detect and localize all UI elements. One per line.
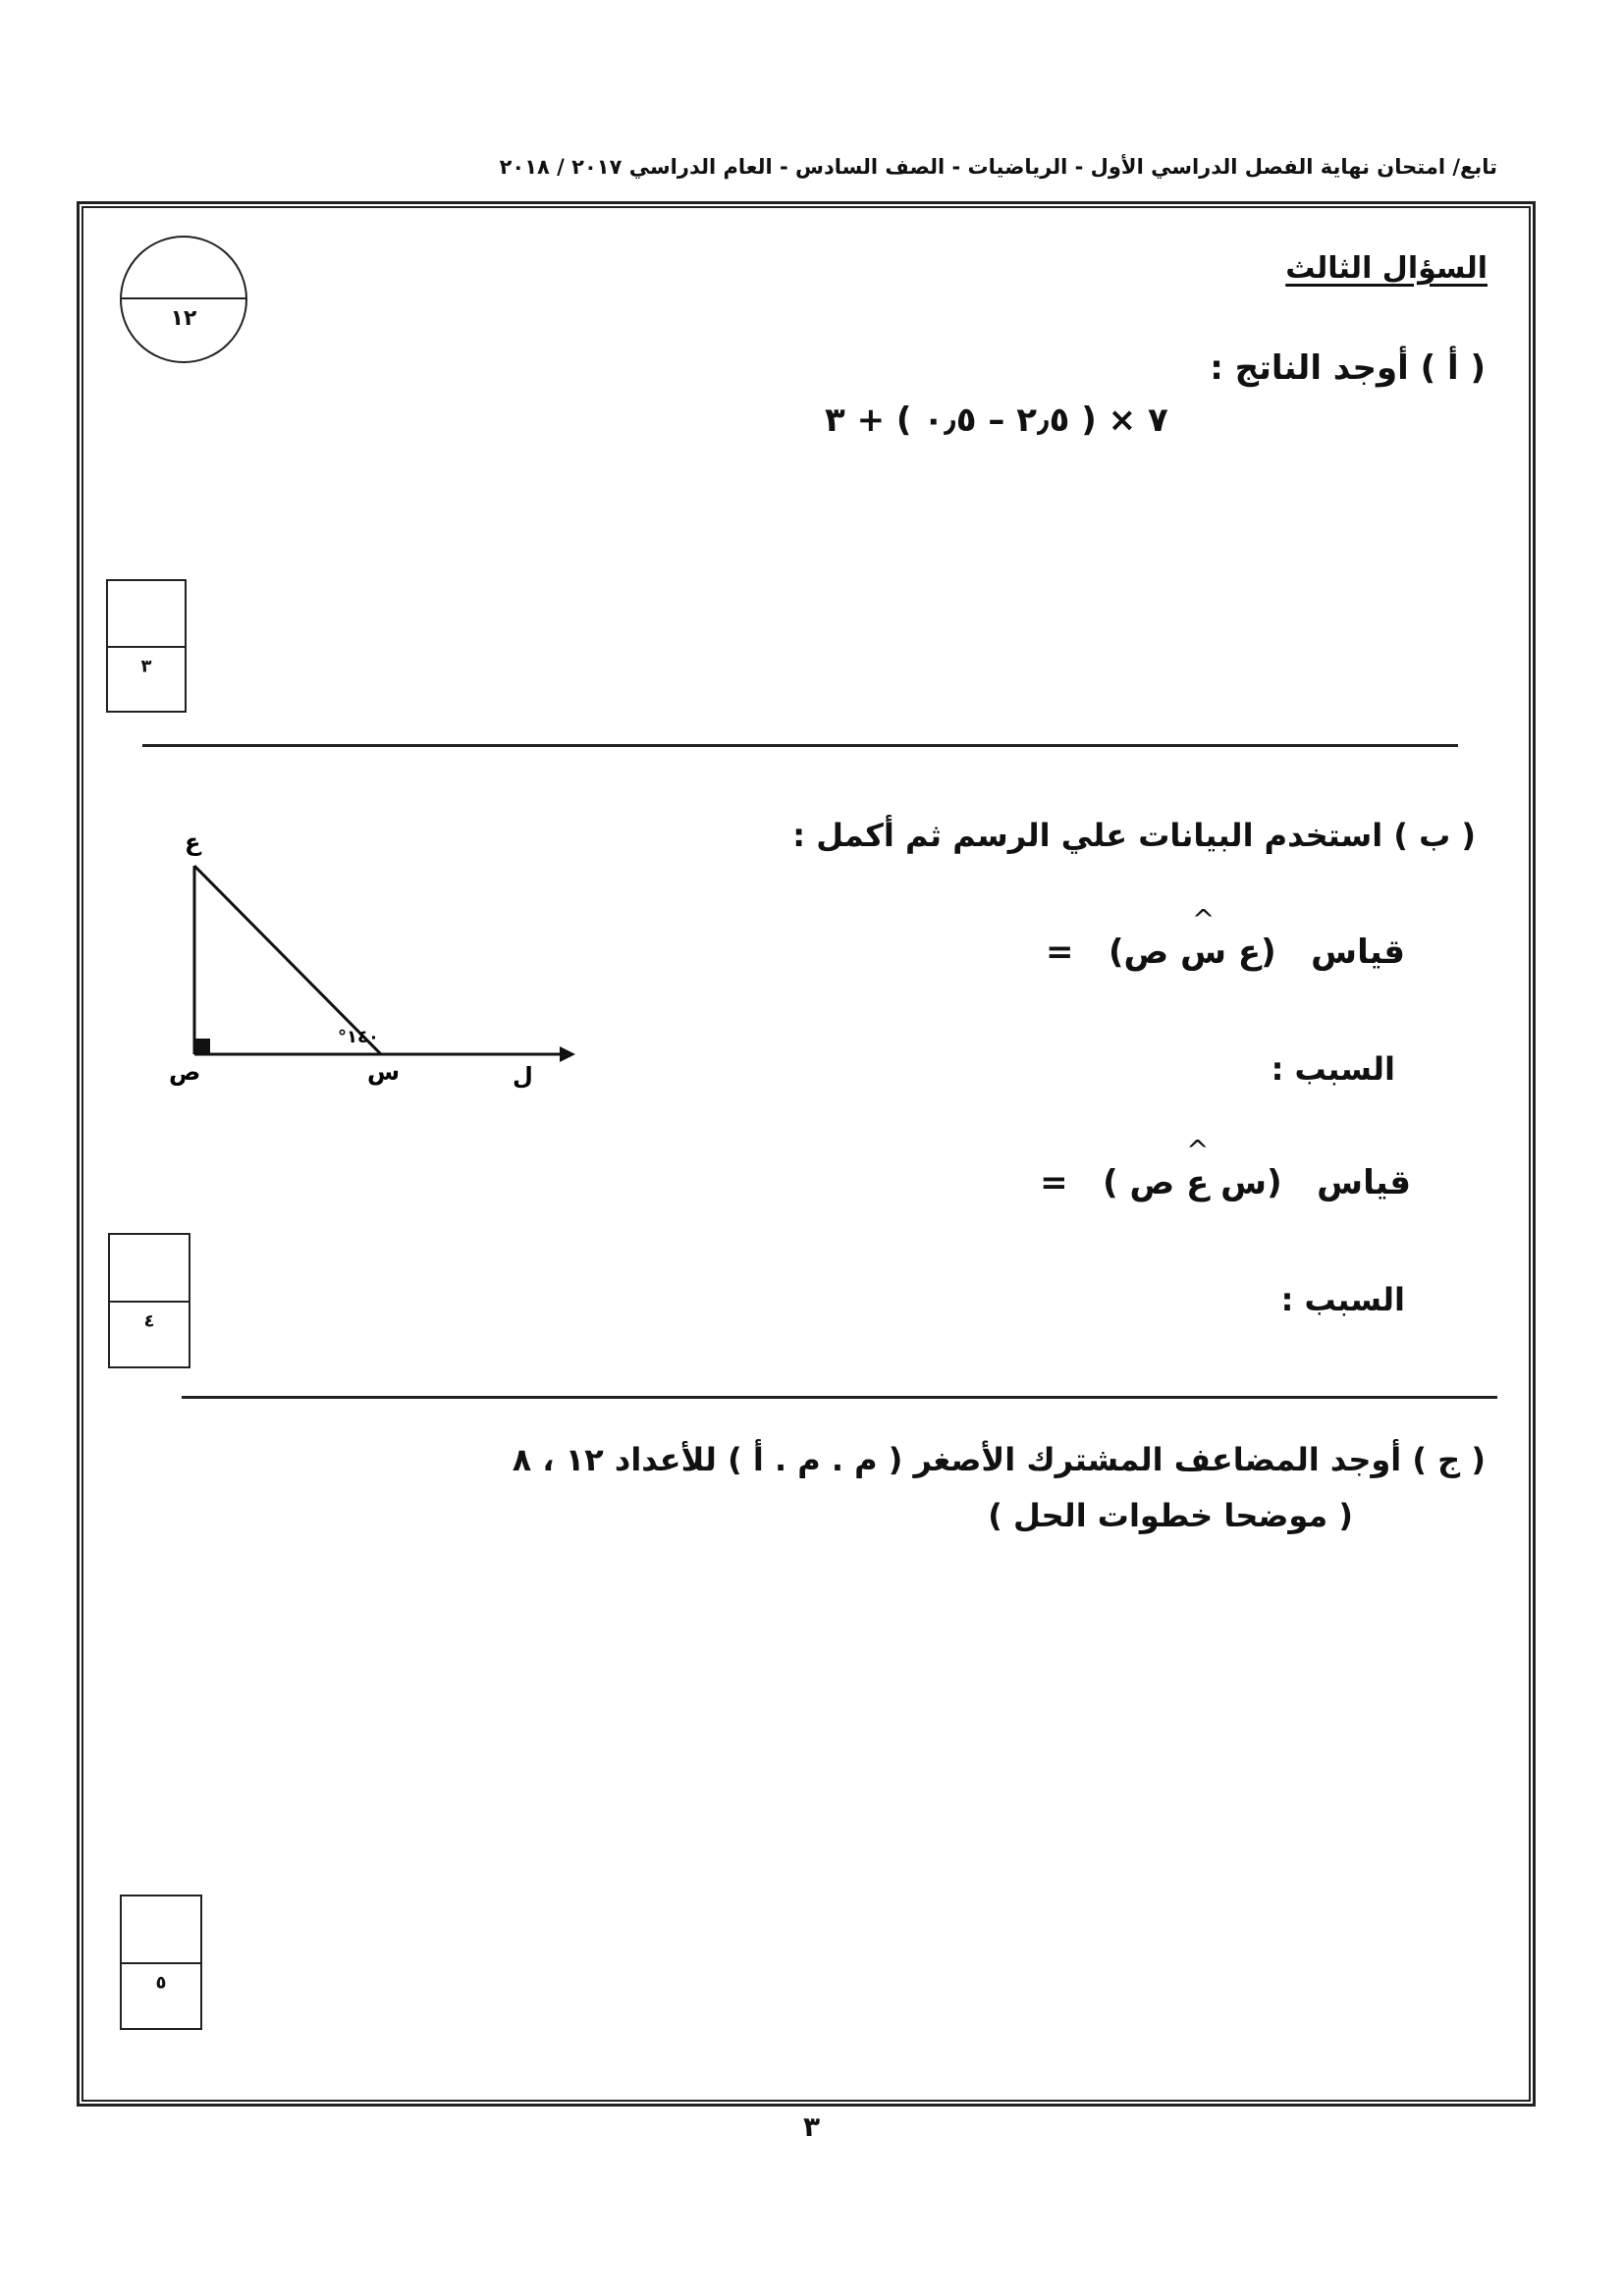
equals-2: = bbox=[1040, 1163, 1068, 1202]
label-right-angle: ص bbox=[169, 1058, 201, 1086]
part-a-prompt: ( أ ) أوجد الناتج : bbox=[1210, 348, 1486, 388]
divider-a-b bbox=[142, 744, 1458, 747]
part-c-mark-box bbox=[120, 1895, 202, 2030]
part-a-mark: ٣ bbox=[140, 656, 152, 677]
label-ray: ل bbox=[513, 1062, 533, 1090]
expression-text: ٧ × ( ٢٫٥ – ٠٫٥ ) + ٣ bbox=[825, 400, 1168, 440]
ray-arrowhead bbox=[560, 1046, 575, 1062]
measure-label-1: قياس bbox=[1311, 933, 1405, 972]
page-frame bbox=[77, 201, 1536, 2107]
part-a-expression bbox=[825, 400, 1168, 440]
angle-value: ١٤٠° bbox=[338, 1027, 379, 1047]
measure-label-2: قياس bbox=[1317, 1163, 1411, 1202]
angle-2-after: ص ) bbox=[1103, 1163, 1187, 1202]
angle-2-line bbox=[1040, 1163, 1411, 1202]
angle-1-after: ص) bbox=[1108, 933, 1181, 972]
triangle-figure bbox=[157, 815, 589, 1099]
reason-2-label: السبب : bbox=[1280, 1281, 1405, 1318]
question-title: السؤال الثالث bbox=[1285, 251, 1488, 286]
part-c-mark: ٥ bbox=[155, 1972, 167, 1994]
angle-2-before: (س bbox=[1209, 1163, 1282, 1202]
part-c-note: ( موضحا خطوات الحل ) bbox=[988, 1497, 1353, 1534]
right-angle-mark bbox=[194, 1039, 210, 1054]
total-mark-circle bbox=[120, 236, 247, 363]
part-c-prompt: ( ج ) أوجد المضاعف المشترك الأصغر ( م . م . أ ) للأعداد ١٢ ، ٨ bbox=[512, 1441, 1486, 1478]
page-number: ٣ bbox=[802, 2110, 821, 2143]
angle-2-vertex: ^ ع bbox=[1186, 1163, 1209, 1202]
part-a-mark-box bbox=[106, 579, 187, 713]
part-b-prompt: ( ب ) استخدم البيانات علي الرسم ثم أكمل : bbox=[792, 817, 1476, 854]
angle-1-before: (ع bbox=[1226, 933, 1276, 972]
equals-1: = bbox=[1045, 933, 1074, 972]
label-vertex: س bbox=[367, 1058, 401, 1086]
angle-1-vertex: ^ س bbox=[1180, 933, 1226, 972]
angle-1-line bbox=[1046, 933, 1405, 972]
reason-1-label: السبب : bbox=[1271, 1050, 1395, 1088]
part-b-mark-box bbox=[108, 1233, 190, 1368]
label-top: ع bbox=[185, 828, 201, 856]
total-mark: ١٢ bbox=[170, 306, 197, 331]
part-b-mark: ٤ bbox=[143, 1310, 155, 1332]
exam-header: تابع/ امتحان نهاية الفصل الدراسي الأول - الرياضيات - الصف السادس - العام الدراسي ٢٠١٧ / ٢٠١٨ bbox=[499, 155, 1497, 179]
divider-b-c bbox=[182, 1396, 1497, 1399]
